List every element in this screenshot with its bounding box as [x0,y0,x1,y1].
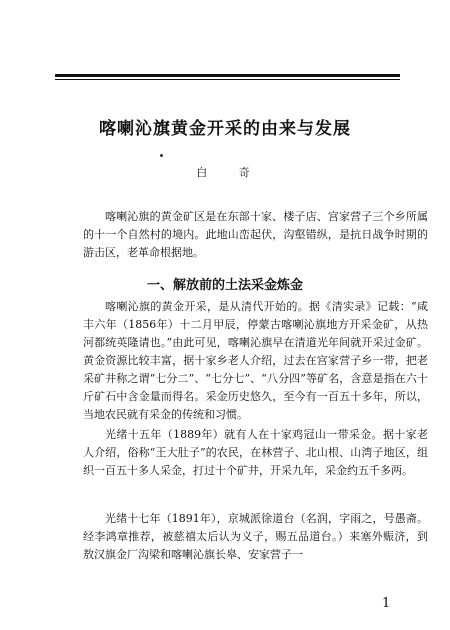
body-paragraph: 喀喇沁旗的黄金开采，是从清代开始的。据《清实录》记载：“咸丰六年（1856年）十二月甲辰，停蒙古喀喇沁旗地方开采金矿，从热河都统英隆请也。”由此可见，喀喇沁旗早在清道光年间就开采过金矿。黄金资源比较丰富，据十家乡老人介绍，过去在宫家营子乡一带，把老采矿井称之谓“七分二”、“七分七”、“八分四”等矿名，含意是指在六十斤矿石中含金量而得名。采金历史悠久，至今有一百五十多年，所以，当地农民就有采金的传统和习惯。 [83,300,428,421]
body-paragraph: 光绪十七年（1891年），京城派徐道台（名润，字雨之，号愚斋。经李鸿章推荐，被慈禧太后认为义子，赐五品道台。）来塞外赈济，到敖汉旗金厂沟梁和喀喇沁旗长皋、安家营子一 [83,512,428,561]
page-number: 1 [382,596,391,611]
section-heading: 一、解放前的土法采金炼金 [146,278,303,293]
top-rule-thin [55,79,400,80]
article-title: 喀喇沁旗黄金开采的由来与发展 [99,119,351,139]
body-block-1 [83,298,428,424]
intro-paragraph: 喀喇沁旗的黄金矿区是在东部十家、楼子店、宫家营子三个乡所属的十一个自然村的境内。此地山峦起伏，沟壑错纵，是抗日战争时期的游击区，老革命根据地。 [83,210,428,259]
top-rule [55,74,400,77]
body-block-3 [83,510,428,564]
author-name: 白 奇 [196,166,264,179]
body-paragraph: 光绪十五年（1889年）就有人在十家鸡冠山一带采金。据十家老人介绍，俗称“王大肚子”的农民，在林营子、北山根、山湾子地区，组织一百五十多人采金，打过十个矿井，开采九年，采金约五千多两。 [83,428,428,477]
intro-block [83,208,428,262]
ink-dot [160,154,163,157]
body-block-2 [83,426,428,480]
